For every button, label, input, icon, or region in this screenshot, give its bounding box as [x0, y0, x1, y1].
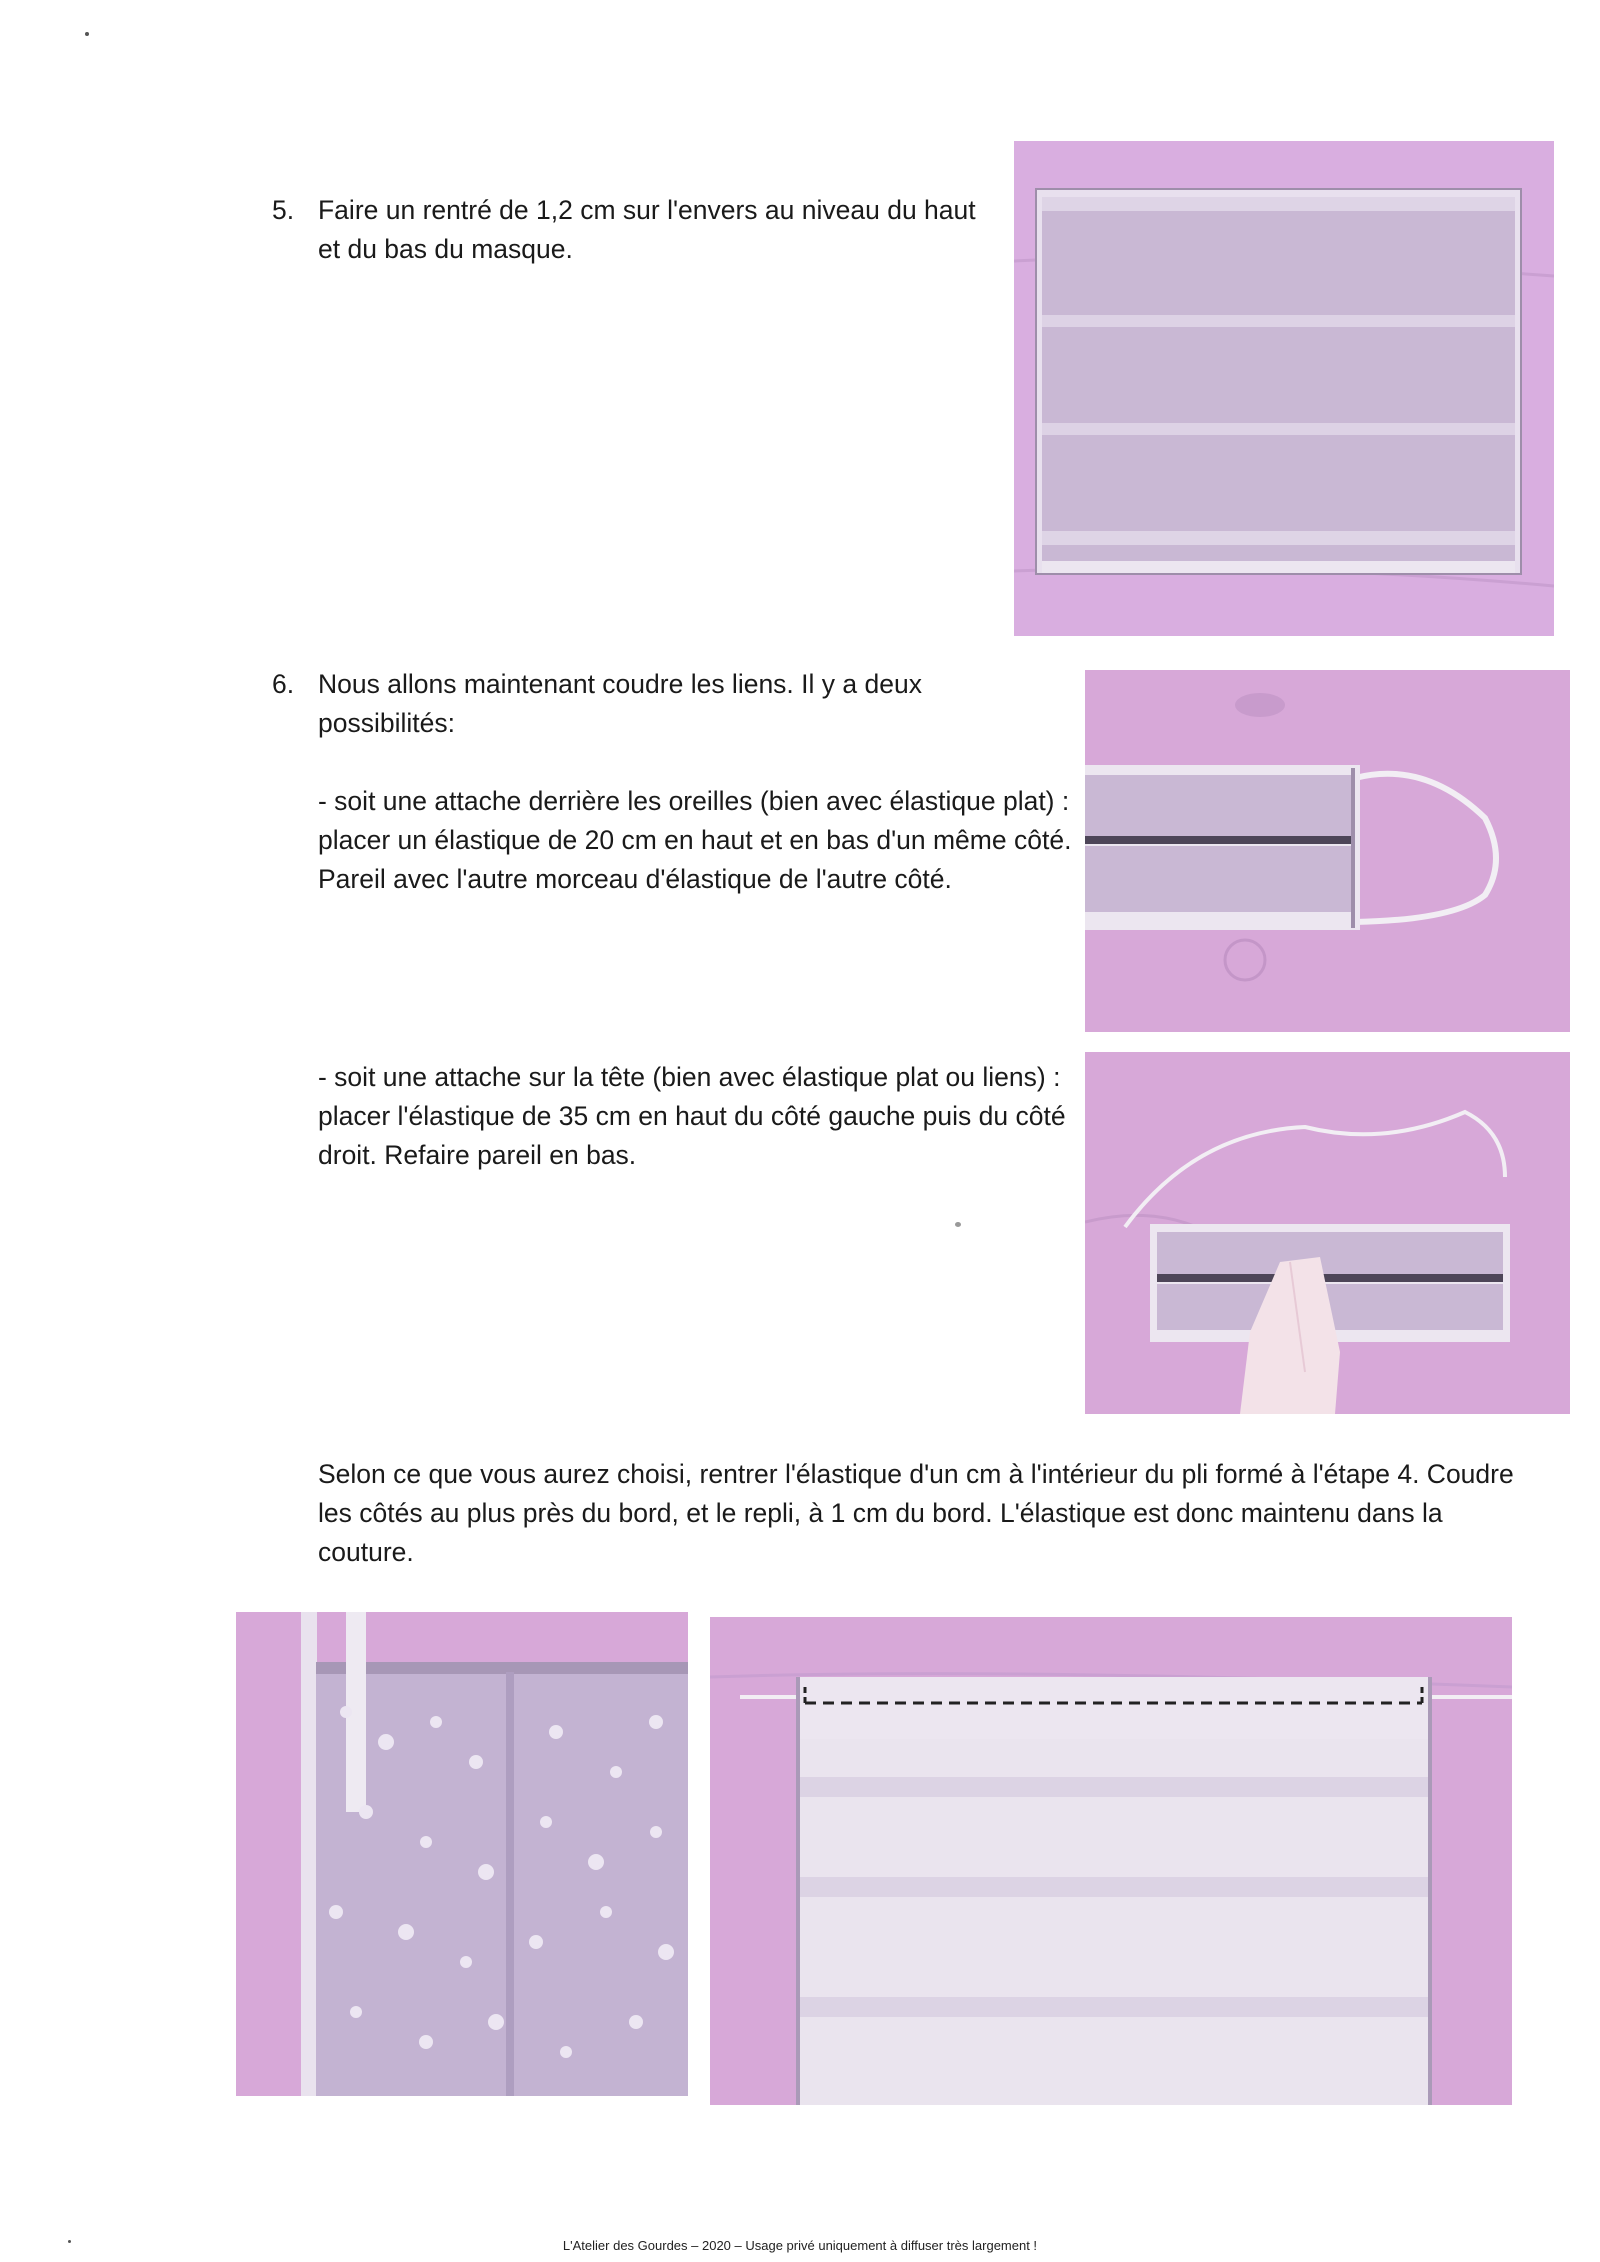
page-footer: L'Atelier des Gourdes – 2020 – Usage privé uniquement à diffuser très largement ! — [562, 2238, 1038, 2253]
photo-mask-hem-folded — [1014, 141, 1554, 636]
photo-elastic-in-fold — [236, 1612, 688, 2096]
photo-ear-elastic — [1085, 670, 1570, 1032]
option-on-head: - soit une attache sur la tête (bien avec élastique plat ou liens) : placer l'élastique de 35 cm en haut du côté gauche puis du côté droit. Refaire pareil en bas. — [318, 1062, 1066, 1170]
closing-paragraph: Selon ce que vous aurez choisi, rentrer l'élastique d'un cm à l'intérieur du pli formé à l'étape 4. Coudre les côtés au plus près du bord, et le repli, à 1 cm du bord. L'élastique est donc maintenu dans la couture. — [318, 1459, 1514, 1567]
scan-speck — [85, 32, 89, 36]
option-behind-ears: - soit une attache derrière les oreilles (bien avec élastique plat) : placer un élastique de 20 cm en haut et en bas d'un même côté. Pareil avec l'autre morceau d'élastique de l'autre côté. — [318, 786, 1072, 894]
step-6-number: 6. — [272, 669, 295, 699]
step-6-intro: Nous allons maintenant coudre les liens. Il y a deux possibilités: — [318, 669, 922, 738]
step-5-number: 5. — [272, 195, 295, 225]
photo-sewn-mask-stitch-line — [710, 1617, 1512, 2105]
step-5 — [272, 191, 992, 269]
step-6 — [272, 665, 1072, 743]
scan-speck — [955, 1222, 961, 1227]
photo-head-elastic — [1085, 1052, 1570, 1414]
step-5-text: Faire un rentré de 1,2 cm sur l'envers au niveau du haut et du bas du masque. — [318, 195, 976, 264]
